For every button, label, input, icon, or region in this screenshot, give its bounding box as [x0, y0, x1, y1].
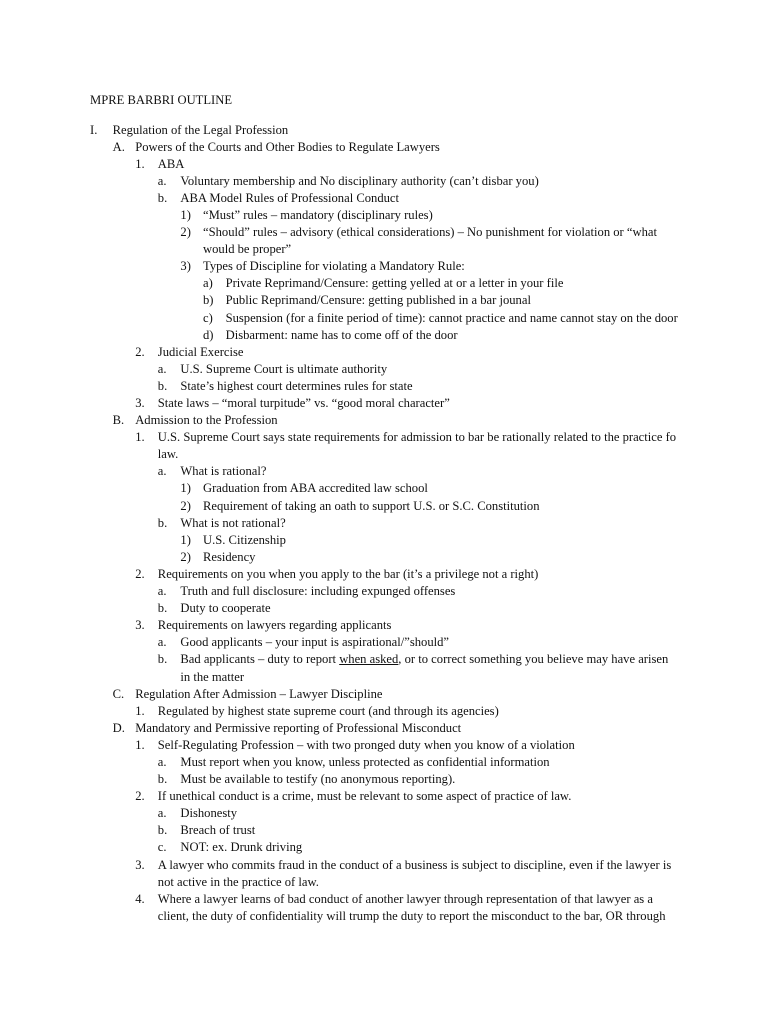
- outline-item-continuation: [0, 446, 768, 463]
- outline-text: Good applicants – your input is aspirational/”should”: [180, 635, 450, 650]
- outline-item: [0, 532, 768, 549]
- outline-item: [0, 566, 768, 583]
- outline-text: Judicial Exercise: [157, 344, 244, 359]
- outline-text: Requirement of taking an oath to support U.S. or S.C. Constitution: [203, 498, 540, 513]
- outline-text: Private Reprimand/Censure: getting yelled at or a letter in your file: [225, 276, 564, 291]
- outline-text: Regulated by highest state supreme court (and through its agencies): [157, 703, 499, 718]
- outline-marker: 2.: [135, 789, 145, 804]
- outline-text: Voluntary membership and No disciplinary authority (can’t disbar you): [180, 173, 539, 188]
- outline-text: Requirements on lawyers regarding applicants: [157, 618, 392, 633]
- outline-item: [0, 480, 768, 497]
- outline-text: Regulation of the Legal Profession: [112, 122, 289, 137]
- outline-text: Must be available to testify (no anonymous reporting).: [180, 772, 456, 787]
- outline-text: Breach of trust: [180, 823, 256, 838]
- outline-item: [0, 822, 768, 839]
- outline-item: [0, 857, 768, 874]
- outline-item: [0, 891, 768, 908]
- outline-text: would be proper”: [203, 242, 292, 257]
- outline: [0, 122, 768, 925]
- outline-text: Residency: [203, 549, 256, 564]
- outline-marker: 2.: [135, 344, 145, 359]
- outline-text: U.S. Supreme Court is ultimate authority: [180, 361, 388, 376]
- outline-item: [0, 515, 768, 532]
- outline-marker: 3.: [135, 618, 145, 633]
- outline-marker: 3.: [135, 857, 145, 872]
- outline-item-continuation: [0, 874, 768, 891]
- outline-marker: a.: [157, 635, 167, 650]
- outline-marker: 2.: [135, 566, 145, 581]
- outline-item: [0, 344, 768, 361]
- outline-item: [0, 395, 768, 412]
- outline-item: [0, 156, 768, 173]
- outline-text: What is not rational?: [180, 515, 286, 530]
- outline-item: [0, 498, 768, 515]
- outline-marker: 2): [180, 549, 191, 564]
- outline-item: [0, 173, 768, 190]
- outline-text: ABA: [157, 156, 185, 171]
- outline-marker: a.: [157, 464, 167, 479]
- outline-text: If unethical conduct is a crime, must be relevant to some aspect of practice of law.: [157, 789, 572, 804]
- outline-marker: A.: [112, 139, 125, 154]
- outline-item: [0, 703, 768, 720]
- outline-item: [0, 361, 768, 378]
- outline-text: Where a lawyer learns of bad conduct of another lawyer through representation of that lawyer as a: [157, 891, 653, 906]
- outline-marker: b.: [157, 190, 168, 205]
- outline-marker: a.: [157, 361, 167, 376]
- outline-item: [0, 805, 768, 822]
- outline-item: [0, 737, 768, 754]
- outline-marker: a.: [157, 754, 167, 769]
- outline-marker: 1.: [135, 156, 145, 171]
- outline-marker: 1.: [135, 737, 145, 752]
- outline-item: [0, 617, 768, 634]
- outline-item: [0, 651, 768, 668]
- outline-marker: b.: [157, 378, 168, 393]
- outline-item: [0, 720, 768, 737]
- outline-item: [0, 378, 768, 395]
- outline-text: Public Reprimand/Censure: getting published in a bar jounal: [225, 293, 531, 308]
- outline-marker: 2): [180, 225, 191, 240]
- outline-marker: a): [203, 276, 213, 291]
- outline-marker: a.: [157, 584, 167, 599]
- outline-item: [0, 839, 768, 856]
- outline-item-continuation: [0, 669, 768, 686]
- outline-marker: b.: [157, 823, 168, 838]
- outline-text: [180, 651, 668, 668]
- outline-item: [0, 224, 768, 241]
- outline-item-continuation: [0, 241, 768, 258]
- outline-text: Disbarment: name has to come off of the door: [225, 327, 458, 342]
- text-run: , or to correct something you believe may have arisen: [398, 652, 669, 667]
- outline-item: [0, 412, 768, 429]
- outline-text: State laws – “moral turpitude” vs. “good moral character”: [157, 396, 450, 410]
- outline-item: [0, 292, 768, 309]
- outline-marker: I.: [90, 122, 98, 137]
- outline-item: [0, 583, 768, 600]
- outline-item-continuation: [0, 908, 768, 925]
- outline-item: [0, 549, 768, 566]
- outline-marker: a.: [157, 806, 167, 821]
- outline-marker: 1): [180, 481, 191, 496]
- outline-text: What is rational?: [180, 464, 267, 479]
- outline-marker: d): [203, 327, 214, 342]
- outline-marker: 1.: [135, 430, 145, 445]
- outline-text: client, the duty of confidentiality will trump the duty to report the misconduct to the bar, OR through: [157, 908, 666, 923]
- outline-marker: c): [203, 310, 213, 325]
- outline-text: Duty to cooperate: [180, 601, 271, 616]
- outline-marker: a.: [157, 173, 167, 188]
- outline-text: Dishonesty: [180, 806, 238, 821]
- outline-item: [0, 634, 768, 651]
- outline-text: “Must” rules – mandatory (disciplinary rules): [203, 207, 433, 222]
- outline-text: “Should” rules – advisory (ethical considerations) – No punishment for violation or “what: [203, 225, 657, 240]
- outline-text: ABA Model Rules of Professional Conduct: [180, 190, 400, 205]
- outline-item: [0, 258, 768, 275]
- outline-marker: b): [203, 293, 214, 308]
- outline-marker: 2): [180, 498, 191, 513]
- outline-item: [0, 754, 768, 771]
- outline-text: U.S. Citizenship: [203, 532, 286, 547]
- outline-marker: 3.: [135, 396, 145, 410]
- outline-marker: 3): [180, 259, 191, 274]
- outline-item: [0, 429, 768, 446]
- outline-marker: b.: [157, 772, 168, 787]
- document-title: MPRE BARBRI OUTLINE: [90, 92, 233, 107]
- outline-marker: D.: [112, 720, 125, 735]
- outline-text: A lawyer who commits fraud in the conduct of a business is subject to discipline, even if the lawyer is: [157, 857, 672, 872]
- text-run: Bad applicants – duty to report: [180, 652, 340, 667]
- outline-item: [0, 771, 768, 788]
- outline-marker: 1): [180, 532, 191, 547]
- outline-marker: c.: [157, 840, 167, 855]
- outline-marker: 1): [180, 207, 191, 222]
- outline-marker: b.: [157, 601, 168, 616]
- outline-marker: 4.: [135, 891, 145, 906]
- outline-item: [0, 310, 768, 327]
- outline-item: [0, 139, 768, 156]
- outline-text: Regulation After Admission – Lawyer Discipline: [135, 686, 383, 701]
- outline-marker: 1.: [135, 703, 145, 718]
- outline-text: not active in the practice of law.: [157, 874, 319, 889]
- outline-item: [0, 190, 768, 207]
- outline-item: [0, 327, 768, 344]
- outline-text: law.: [157, 447, 179, 462]
- outline-text: Must report when you know, unless protected as confidential information: [180, 754, 550, 769]
- outline-item: [0, 686, 768, 703]
- outline-item: [0, 788, 768, 805]
- outline-text: Self-Regulating Profession – with two pronged duty when you know of a violation: [157, 737, 575, 752]
- underlined-text: when asked: [339, 652, 399, 667]
- outline-item: [0, 275, 768, 292]
- outline-text: State’s highest court determines rules for state: [180, 378, 413, 393]
- outline-text: Types of Discipline for violating a Mandatory Rule:: [203, 259, 465, 274]
- outline-text: NOT: ex. Drunk driving: [180, 840, 303, 855]
- outline-item: [0, 463, 768, 480]
- outline-marker: b.: [157, 652, 168, 667]
- outline-text: U.S. Supreme Court says state requirements for admission to bar be rationally related to the practice fo: [157, 430, 677, 445]
- outline-marker: b.: [157, 515, 168, 530]
- outline-text: Truth and full disclosure: including expunged offenses: [180, 584, 456, 599]
- outline-text: Graduation from ABA accredited law school: [203, 481, 428, 496]
- outline-item: [0, 122, 768, 139]
- outline-item: [0, 207, 768, 224]
- outline-text: Suspension (for a finite period of time): cannot practice and name cannot stay on the door: [225, 310, 678, 325]
- outline-text: Admission to the Profession: [135, 413, 278, 428]
- outline-marker: C.: [112, 686, 125, 701]
- outline-text: Requirements on you when you apply to the bar (it’s a privilege not a right): [157, 566, 539, 581]
- outline-item: [0, 600, 768, 617]
- outline-marker: B.: [112, 413, 125, 428]
- outline-text: in the matter: [180, 669, 245, 684]
- outline-text: Mandatory and Permissive reporting of Professional Misconduct: [135, 720, 462, 735]
- outline-text: Powers of the Courts and Other Bodies to Regulate Lawyers: [135, 139, 440, 154]
